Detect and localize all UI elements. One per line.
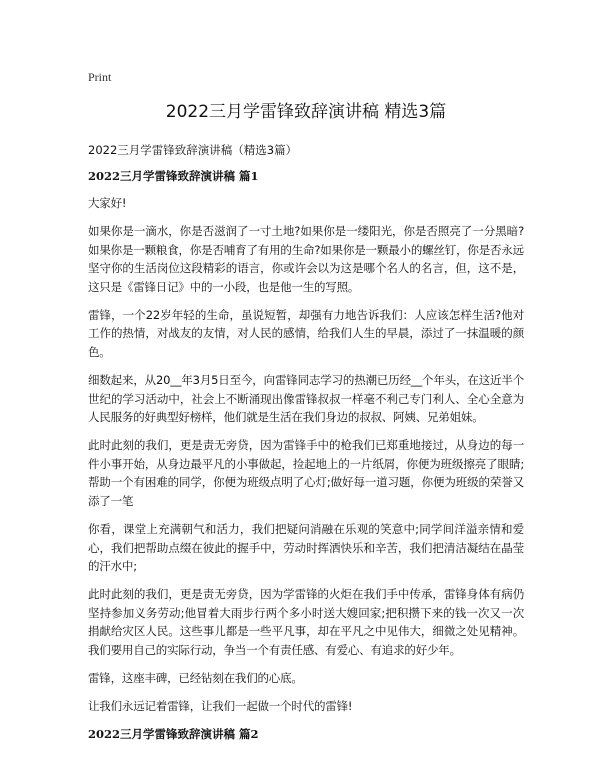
greeting-paragraph: 大家好! [88, 196, 127, 210]
body-paragraph: 细数起来，从20__年3月5日至今，向雷锋同志学习的热潮已历经__个年头，在这近半个世纪的学习活动中，社会上不断涌现出像雷锋叔叔一样毫不利己专门利人、全心全意为人民服务的好典型好榜样，他们就是生活在我们身边的叔叔、阿姨、兄弟姐妹。 [88, 373, 524, 425]
print-link[interactable]: Print [88, 70, 112, 84]
body-paragraph: 此时此刻的我们，更是责无旁贷，因为学雷锋的火炬在我们手中传承，雷锋身体有病仍坚持参加义务劳动;他冒着大雨步行两个多小时送大嫂回家;把积攒下来的钱一次又一次捐献给灾区人民。这些事儿都是一些平凡事，却在平凡之中见伟大，细微之处见精神。我们要用自己的实际行动，争当一个有责任感、有爱心、有追求的好少年。 [88, 587, 524, 657]
body-paragraph: 此时此刻的我们，更是责无旁贷，因为雷锋手中的枪我们已郑重地接过，从身边的每一件小事开始，从身边最平凡的小事做起，捡起地上的一片纸屑，你便为班级擦亮了眼睛;帮助一个有困难的同学，你便为班级点明了心灯;做好每一道习题，你便为班级的荣誉又添了一笔 [88, 438, 524, 508]
body-paragraph: 如果你是一滴水，你是否滋润了一寸土地?如果你是一缕阳光，你是否照亮了一分黑暗?如果你是一颗粮食，你是否哺育了有用的生命?如果你是一颗最小的螺丝钉，你是否永远坚守你的生活岗位这段精彩的语言，你或许会以为这是哪个名人的名言，但，这不是，这只是《雷锋日记》中的一小段，也是他一生的写照。 [88, 224, 524, 294]
document-subtitle: 2022三月学雷锋致辞演讲稿（精选3篇） [88, 143, 298, 157]
document-page [88, 70, 524, 742]
page-title: 2022三月学雷锋致辞演讲稿 精选3篇 [165, 102, 447, 122]
body-paragraph: 雷锋，一个22岁年轻的生命，虽说短暂，却强有力地告诉我们：人应该怎样生活?他对工作的热情，对战友的友情，对人民的感情，给我们人生的早晨，添过了一抹温暖的颜色。 [88, 308, 524, 359]
body-paragraph: 让我们永远记着雷锋，让我们一起做一个时代的雷锋! [88, 699, 353, 714]
body-paragraph: 你看，课堂上充满朝气和活力，我们把疑问消融在乐观的笑意中;同学间洋溢亲情和爱心，我们把帮助点缀在彼此的握手中，劳动时挥洒快乐和辛苦，我们把清洁凝结在晶莹的汗水中; [88, 522, 524, 573]
section-heading-2: 2022三月学雷锋致辞演讲稿 篇2 [88, 726, 259, 741]
section-heading-1: 2022三月学雷锋致辞演讲稿 篇1 [88, 169, 259, 183]
body-paragraph: 雷锋，这座丰碑，已经钻刻在我们的心底。 [88, 670, 303, 685]
